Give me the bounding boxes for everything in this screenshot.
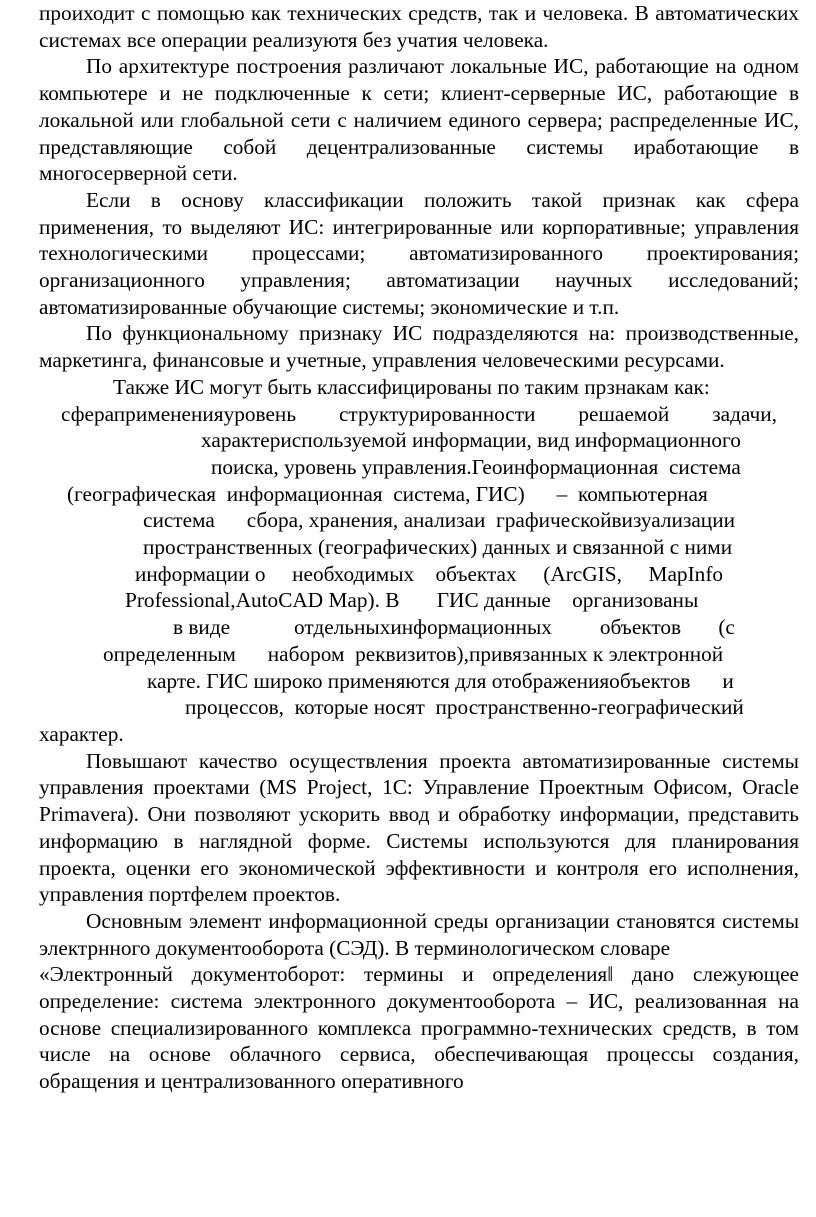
paragraph-application-sphere: Если в основу классификации положить такой признак как сфера применения, то выделяют ИС: интегрированные или корпоративные; управления технологическими процессами; автоматизированного проектирования; организационного управления; автоматизации научных исследований; автоматизированные обучающие системы; экономические и т.п. (39, 187, 799, 319)
gis-line-end: характер. (39, 721, 124, 746)
paragraph-architecture: По архитектуре построения различают локальные ИС, работающие на одном компьютере и не подключенные к сети; клиент-серверные ИС, работающие в локальной или глобальной сети с наличием единого сервера; распределенные ИС, представляющие собой децентрализованные системы иработающие в многосерверной сети. (39, 54, 799, 186)
gis-line: в виде отдельныхинформационных объектов (с (173, 615, 735, 640)
gis-line: определенным набором реквизитов),привязанных к электронной (103, 641, 724, 666)
gis-line: Professional,AutoCAD Map). В ГИС данные организованы (125, 588, 699, 613)
gis-line: система сбора, хранения, анализаи графическойвизуализации (143, 508, 735, 533)
gis-line-part: структурированности (338, 401, 536, 426)
gis-line-part: сферапримененияуровень (61, 401, 297, 426)
gis-line-part: задачи, (712, 401, 777, 426)
gis-line (39, 401, 777, 428)
paragraph-functional: По функциональному признаку ИС подразделяются на: производственные, маркетинга, финансовые и учетные, управления человеческими ресурсами. (39, 321, 799, 373)
gis-line: пространственных (географических) данных и связанной с ними (143, 535, 733, 560)
paragraph-gis (39, 374, 799, 748)
paragraph-project-management: Повышают качество осуществления проекта автоматизированные системы управления проектами (MS Project, 1С: Управление Проектным Офисом, Oracle Primavera). Они позволяют ускорить ввод и обработку информации, представить информацию в наглядной форме. Системы используются для планирования проекта, оценки его экономической эффективности и контроля его исполнения, управления портфелем проектов. (39, 748, 799, 907)
gis-line: поиска, уровень управления.Геоинформационная система (211, 454, 741, 479)
paragraph-continuation: проиходит с помощью как технических средств, так и человека. В автоматических системах все операции реализуютя без учатия человека. (39, 1, 799, 52)
paragraph-edms-definition: «Электронный документоборот: термины и определения‖ дано слежующее определение: система электронного документооборота – ИС, реализованная на основе специализированного комплекса программно-технических средств, в том числе на основе облачного сервиса, обеспечивающая процессы создания, обращения и централизованного оперативного (39, 962, 799, 1094)
gis-line: характериспользуемой информации, вид информационного (201, 428, 741, 453)
gis-line: карте. ГИС широко применяются для отображенияобъектов и (147, 668, 734, 693)
gis-line: Также ИС могут быть классифицированы по таким прзнакам как: (113, 374, 710, 399)
gis-line: информации о необходимых объектах (ArcGIS, MapInfo (135, 561, 724, 586)
paragraph-edms: Основным элемент информационной среды организации становятся системы электрнного документооборота (СЭД). В терминологическом словаре (39, 908, 799, 960)
gis-line: (географическая информационная система, ГИС) – компьютерная (67, 481, 708, 506)
gis-line-part: решаемой (578, 401, 670, 426)
gis-line: процессов, которые носят пространственно-географический (185, 695, 744, 720)
document-page (39, 0, 799, 1095)
